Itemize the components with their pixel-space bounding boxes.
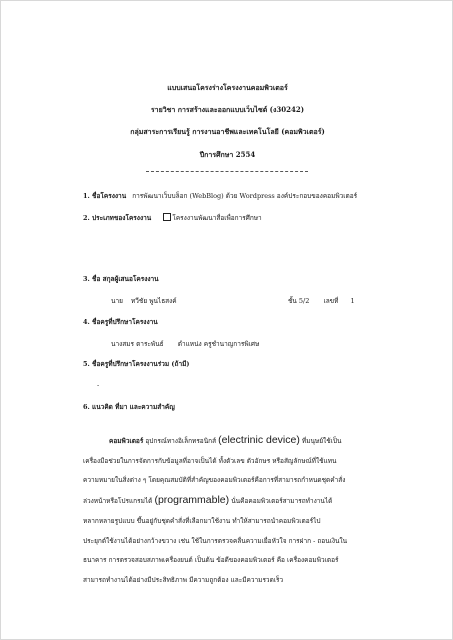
section-1 <box>83 191 357 201</box>
paragraph-term: คอมพิวเตอร์ <box>109 437 144 445</box>
section-4-label: 4. ชื่อครูที่ปรึกษาโครงงาน <box>83 318 158 326</box>
checkbox-icon <box>163 213 171 221</box>
proposer-name: ทวีชัย พูนไธสงค์ <box>130 297 177 305</box>
section-1-label: 1. ชื่อโครงงาน <box>83 192 127 200</box>
section-3-label: 3. ชื่อ สกุลผู้เสนอโครงงาน <box>83 275 159 283</box>
academic-year-line: ปีการศึกษา 2554 <box>199 150 256 159</box>
number-label: เลขที่ <box>323 297 339 305</box>
paragraph-line: เครื่องมือช่วยในการจัดการกับข้อมูลที่อาจเป็นได้ ทั้งตัวเลข ตัวอักษร หรือสัญลักษณ์ที่ใช้แทน <box>83 456 337 465</box>
rationale-paragraph <box>83 431 413 591</box>
paragraph-line: คอมพิวเตอร์ อุปกรณ์ทางอิเล็กทรอนิกส์ (electrinic device) ที่มนุษย์ใช้เป็น <box>109 434 342 446</box>
section-6-label: 6. แนวคิด ที่มา และความสำคัญ <box>83 403 175 411</box>
paragraph-line: ธนาคาร การตรวจสอบสภาพเครื่องยนต์ เป็นต้น ข้อดีของคอมพิวเตอร์ คือ เครื่องคอมพิวเตอร์ <box>83 556 339 565</box>
advisor-name: นางสมร ตาระพันธ์ <box>111 340 164 348</box>
project-name: การพัฒนาเว็บบล็อก (WebBlog) ด้วย Wordpress องค์ประกอบของคอมพิวเตอร์ <box>132 192 358 200</box>
co-advisor-value: - <box>97 381 100 389</box>
class-info <box>288 296 355 306</box>
number-value: 1 <box>350 297 355 305</box>
paragraph-line: สามารถทำงานได้อย่างมีประสิทธิภาพ มีความถูกต้อง และมีความรวดเร็ว <box>83 575 284 584</box>
section-5-label: 5. ชื่อครูที่ปรึกษาโครงงานร่วม (ถ้ามี) <box>83 360 190 368</box>
paragraph-line: ความหมายในสิ่งต่าง ๆ โดยคุณสมบัติที่สำคัญของคอมพิวเตอร์คือการที่สามารถกำหนดชุดคำสั่ง <box>83 476 346 485</box>
course-line: รายวิชา การสร้างและออกแบบเว็บไซต์ (ง30242) <box>150 105 305 114</box>
paragraph-line: ประยุกต์ใช้งานได้อย่างกว้างขวาง เช่น ใช้ในการตรวจคลื่นความเยื่อหัวใจ การฝาก - ถอนเงินใน <box>83 536 348 545</box>
advisor-row <box>111 339 259 349</box>
paragraph-line: ล่วงหน้าหรือโปรแกรมได้ (programmable) นั่นคือคอมพิวเตอร์สามารถทำงานได้ <box>83 494 333 507</box>
project-type-option: โครงงานพัฒนาสื่อเพื่อการศึกษา <box>172 214 262 222</box>
section-2 <box>83 213 262 223</box>
class-label: ชั้น 5/2 <box>288 297 310 305</box>
proposer-row <box>111 296 177 306</box>
paragraph-line: หลากหลายรูปแบบ ขึ้นอยู่กับชุดคำสั่งที่เลือกมาใช้งาน ทำให้สามารถนำคอมพิวเตอร์ไป <box>83 516 321 525</box>
subject-group-line: กลุ่มสาระการเรียนรู้ การงานอาชีพและเทคโนโลยี (คอมพิวเตอร์) <box>130 127 325 136</box>
separator-line <box>146 171 308 172</box>
section-2-label: 2. ประเภทของโครงงาน <box>83 214 152 222</box>
proposer-prefix: นาย <box>111 297 123 305</box>
advisor-position: ตำแหน่ง ครูชำนาญการพิเศษ <box>177 340 260 348</box>
doc-title: แบบเสนอโครงร่างโครงงานคอมพิวเตอร์ <box>167 83 288 92</box>
